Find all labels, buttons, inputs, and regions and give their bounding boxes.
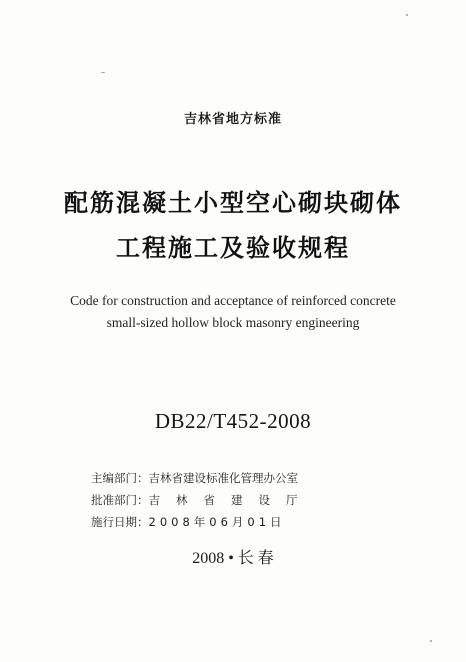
title-english-line1: Code for construction and acceptance of reinforced concrete (70, 293, 396, 308)
effective-date-value: 2008年06月01日 (148, 515, 286, 529)
approver-value: 吉林省建设厅 (148, 493, 314, 507)
standard-code: DB22/T452-2008 (154, 409, 312, 433)
publication-info (91, 467, 314, 533)
effective-date-row (91, 511, 314, 533)
issuer-heading: 吉林省地方标准 (183, 112, 282, 127)
title-chinese-line1: 配筋混凝土小型空心砌块砌体 (64, 189, 402, 217)
scan-speck (406, 14, 408, 16)
title-english-line2: small-sized hollow block masonry engineering (106, 315, 360, 330)
editor-row (91, 467, 314, 489)
publication-place-year: 2008 • 长 春 (192, 550, 274, 567)
editor-label: 主编部门： (91, 471, 149, 485)
title-chinese-line2: 工程施工及验收规程 (116, 234, 350, 262)
approver-label: 批准部门： (91, 493, 149, 507)
editor-value: 吉林省建设标准化管理办公室 (148, 471, 298, 485)
approver-row (91, 489, 314, 511)
effective-date-label: 施行日期： (91, 515, 149, 529)
scan-speck (101, 72, 105, 73)
scan-speck (430, 640, 432, 642)
